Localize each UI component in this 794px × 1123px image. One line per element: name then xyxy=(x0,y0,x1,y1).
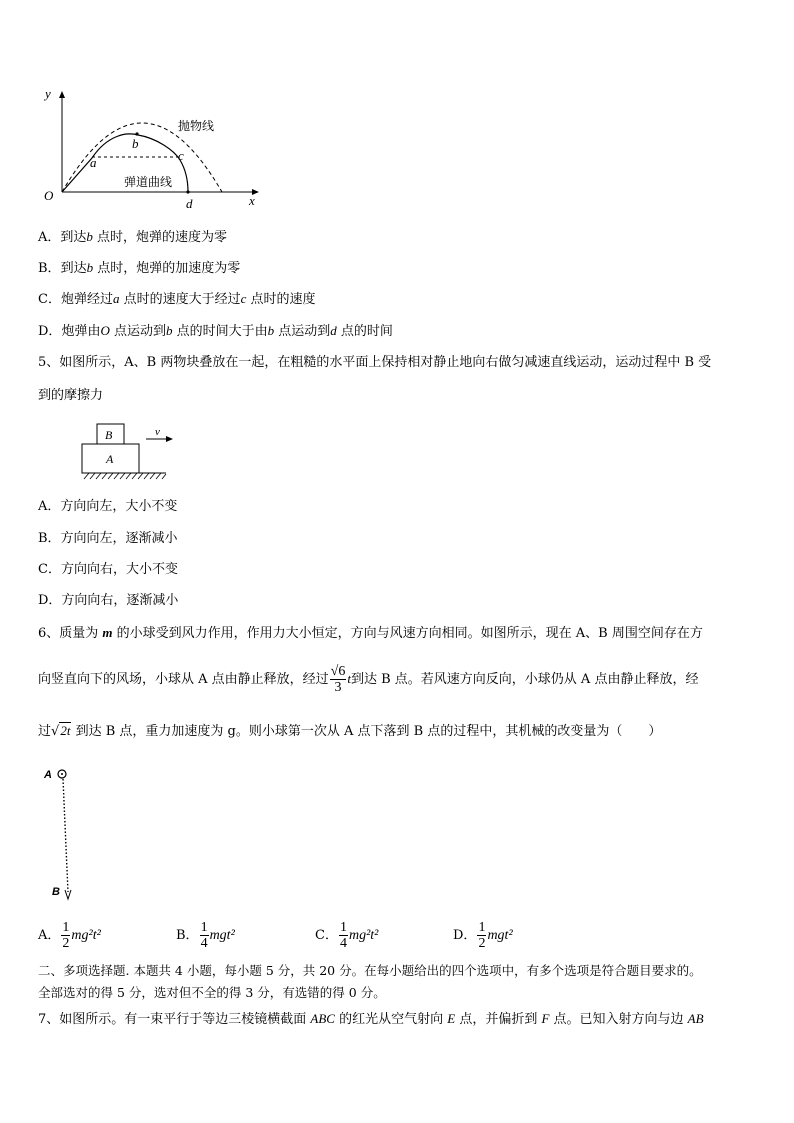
q5-option-b: B．方向向左，逐渐减小 xyxy=(38,531,178,546)
q6-fraction: $\frac{√6}{3}$ xyxy=(330,664,346,695)
q5-option-d: D．方向向右，逐渐减小 xyxy=(38,593,179,608)
q6-option-c: C． $\frac{1}{4}$ mg²t² xyxy=(315,920,379,951)
q6-stem-line2: 向竖直向下的风场，小球从 A 点由静止释放，经过 $\frac{√6}{3}$ t到达 B 点。若风速方向反向，小球仍从 A 点由静止释放，经 xyxy=(38,664,699,695)
fig2-label-a: A xyxy=(106,452,114,466)
q4-option-a: A．到达b 点时，炮弹的速度为零 xyxy=(38,229,228,245)
q4-option-c: C．炮弹经过a 点时的速度大于经过c 点时的速度 xyxy=(38,291,316,307)
q6-stem-line3: 过√2t 到达 B 点，重力加速度为 g。则小球第一次从 A 点下落到 B 点的过程中，其机械的改变量为（ ） xyxy=(38,723,662,739)
q5-stem-line1: 5、如图所示，A、B 两物块叠放在一起，在粗糙的水平面上保持相对静止地向右做匀减速直线运动，运动过程中 B 受 xyxy=(38,355,712,370)
q6-option-b: B． $\frac{1}{4}$ mgt² xyxy=(176,920,235,951)
q4-option-d: D．炮弹由O 点运动到b 点的时间大于由b 点运动到d 点的时间 xyxy=(38,323,393,339)
fig2-label-b: B xyxy=(105,428,113,442)
fig1-y-label: y xyxy=(45,86,51,101)
q6-option-d: D． $\frac{1}{2}$ mgt² xyxy=(453,920,513,951)
fall-path xyxy=(63,779,68,892)
q7-stem-line1: 7、如图所示。有一束平行于等边三棱镜横截面 ABC 的红光从空气射向 E 点，并偏折到 F 点。已知入射方向与边 AB xyxy=(38,1011,704,1027)
fig1-point-d: d xyxy=(186,196,193,211)
fig1-ballistic-label: 弹道曲线 xyxy=(124,175,173,189)
q4-option-b: B．到达b 点时，炮弹的加速度为零 xyxy=(38,260,241,276)
fig1-point-a: a xyxy=(90,155,97,170)
q5-option-a: A．方向向左，大小不变 xyxy=(38,499,178,514)
fig1-point-b: b xyxy=(132,136,139,151)
fig3-label-a: A xyxy=(44,769,52,781)
fig1-origin-label: O xyxy=(44,188,54,203)
section2-line1: 二、多项选择题. 本题共 4 小题，每小题 5 分，共 20 分。在每小题给出的四个选项中，有多个选项是符合题目要求的。 xyxy=(38,963,702,978)
section2-line2: 全部选对的得 5 分，选对但不全的得 3 分，有选错的得 0 分。 xyxy=(38,985,386,1000)
fig3-label-b: B xyxy=(52,886,60,898)
q6-stem-line1: 6、质量为 m 的小球受到风力作用，作用力大小恒定，方向与风速方向相同。如图所示，现在 A、B 周围空间存在方 xyxy=(38,625,703,641)
fig1-point-c: c xyxy=(178,148,184,163)
q6-option-a: A． $\frac{1}{2}$ mg²t² xyxy=(38,920,101,951)
fig1-parabola-label: 抛物线 xyxy=(178,119,215,133)
q5-stem-line2: 到的摩擦力 xyxy=(38,388,104,403)
fig2-label-v: v xyxy=(155,426,160,438)
q5-option-c: C．方向向右，大小不变 xyxy=(38,562,178,577)
fig1-x-label: x xyxy=(249,193,255,208)
